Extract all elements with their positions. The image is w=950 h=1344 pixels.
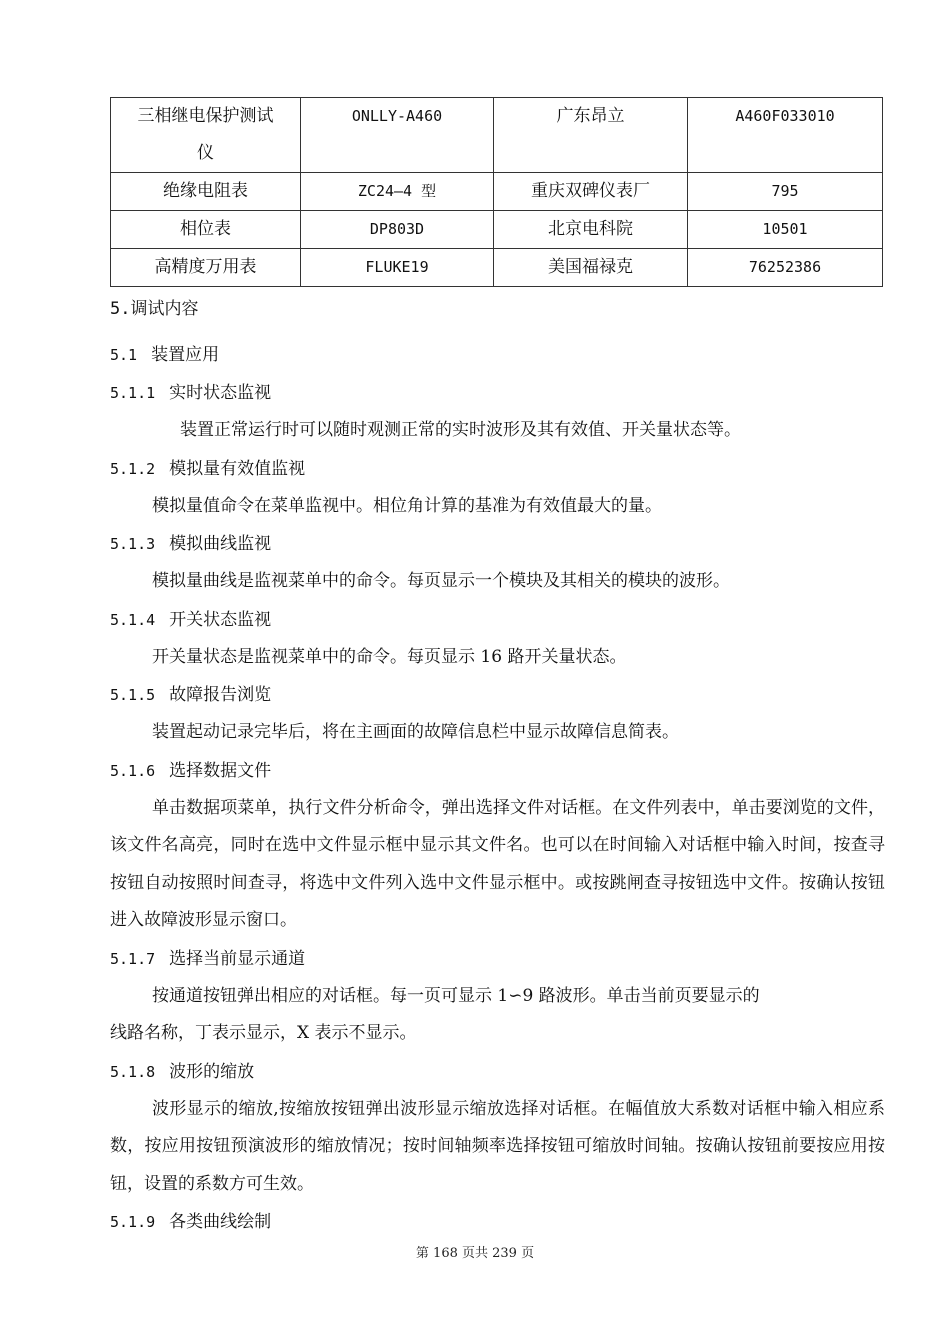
- item-paragraph: 波形显示的缩放,按缩放按钮弹出波形显示缩放选择对话框。在幅值放大系数对话框中输入相应系数，按应用按钮预演波形的缩放情况；按时间轴频率选择按钮可缩放时间轴。按确认按钮前要按应用按钮，设置的系数方可生效。: [110, 1098, 885, 1194]
- item-paragraph: 单击数据项菜单，执行文件分析命令，弹出选择文件对话框。在文件列表中，单击要浏览的文件，该文件名高亮，同时在选中文件显示框中显示其文件名。也可以在时间输入对话框中输入时间，按查寻按钮自动按照时间查寻，将选中文件列入选中文件显示框中。或按跳闸查寻按钮选中文件。按确认按钮进入故障波形显示窗口。: [110, 797, 885, 930]
- subsection-heading: [110, 336, 885, 374]
- item-heading: [110, 374, 885, 412]
- item-number: 5.1.3: [110, 535, 156, 553]
- table-row: [111, 173, 883, 211]
- equipment-model-cell: ZC24—4 型: [301, 173, 494, 211]
- subsection-number: 5.1: [110, 346, 138, 364]
- item-number: 5.1.7: [110, 949, 156, 968]
- item-title: 模拟量有效值监视: [169, 458, 306, 479]
- item-paragraph-continued: 线路名称，丁表示显示，X 表示不显示。: [110, 1023, 417, 1043]
- item-heading: [110, 525, 885, 563]
- table-row: [111, 98, 883, 173]
- item-title: 故障报告浏览: [169, 685, 272, 705]
- equipment-model-cell: FLUKE19: [301, 249, 494, 287]
- item-paragraph: 模拟量曲线是监视菜单中的命令。每页显示一个模块及其相关的模块的波形。: [152, 571, 730, 591]
- equipment-serial-cell: 795: [688, 173, 883, 211]
- item-title: 各类曲线绘制: [169, 1212, 272, 1232]
- table-row: [111, 249, 883, 287]
- item-heading: [110, 1203, 885, 1241]
- equipment-maker-cell: 北京电科院: [494, 211, 688, 249]
- equipment-maker-cell: 美国福禄克: [494, 249, 688, 287]
- item-number: 5.1.9: [110, 1213, 156, 1231]
- item-number: 5.1.8: [110, 1062, 156, 1081]
- equipment-serial-cell: A460F033010: [688, 98, 883, 173]
- item-paragraph: 装置正常运行时可以随时观测正常的实时波形及其有效值、开关量状态等。: [180, 420, 741, 440]
- item-title: 开关状态监视: [169, 609, 272, 630]
- equipment-name-cell: 高精度万用表: [111, 249, 301, 287]
- equipment-table: [110, 97, 883, 287]
- equipment-maker-cell: 重庆双碑仪表厂: [494, 173, 688, 211]
- item-number: 5.1.2: [110, 459, 156, 478]
- equipment-name-cell: [111, 98, 301, 173]
- item-paragraph: 按通道按钮弹出相应的对话框。每一页可显示 1∽9 路波形。单击当前页要显示的: [152, 985, 760, 1006]
- item-heading: [110, 1053, 885, 1091]
- page-footer: 第 168 页共 239 页: [415, 1246, 535, 1261]
- item-title: 实时状态监视: [169, 383, 272, 403]
- item-number: 5.1.5: [110, 686, 156, 704]
- item-heading: [110, 601, 885, 639]
- item-number: 5.1.1: [110, 384, 156, 402]
- item-paragraph: 装置起动记录完毕后，将在主画面的故障信息栏中显示故障信息简表。: [152, 722, 679, 742]
- document-body: [110, 290, 885, 1241]
- equipment-name-cell: 相位表: [111, 211, 301, 249]
- item-title: 模拟曲线监视: [169, 534, 272, 554]
- item-paragraph: 模拟量值命令在菜单监视中。相位角计算的基准为有效值最大的量。: [152, 495, 662, 516]
- item-title: 波形的缩放: [169, 1061, 255, 1082]
- item-title: 选择当前显示通道: [169, 948, 306, 969]
- item-heading: [110, 940, 885, 978]
- item-heading: [110, 752, 885, 790]
- equipment-maker-cell: 广东昂立: [494, 98, 688, 173]
- item-number: 5.1.6: [110, 761, 156, 780]
- subsection-title: 装置应用: [151, 345, 220, 365]
- equipment-model-cell: DP803D: [301, 211, 494, 249]
- item-heading: [110, 676, 885, 714]
- section-title: 5.调试内容: [110, 299, 199, 319]
- equipment-name-line: 三相继电保护测试: [137, 106, 274, 126]
- item-paragraph: 开关量状态是监视菜单中的命令。每页显示 16 路开关量状态。: [152, 646, 627, 667]
- equipment-name-line: 仪: [197, 143, 214, 163]
- equipment-name-cell: 绝缘电阻表: [111, 173, 301, 211]
- equipment-serial-cell: 76252386: [688, 249, 883, 287]
- item-heading: [110, 450, 885, 488]
- equipment-model-cell: ONLLY-A460: [301, 98, 494, 173]
- item-number: 5.1.4: [110, 610, 156, 629]
- equipment-serial-cell: 10501: [688, 211, 883, 249]
- item-title: 选择数据文件: [169, 760, 272, 781]
- table-row: [111, 211, 883, 249]
